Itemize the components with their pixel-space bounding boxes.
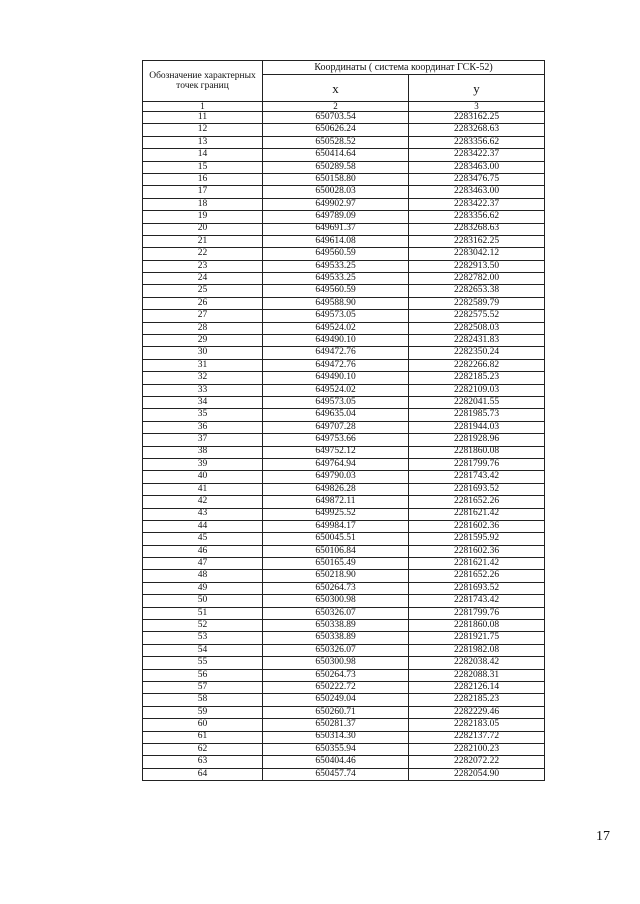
point-id-cell: 11 — [143, 112, 263, 124]
table-row — [143, 434, 545, 446]
point-id-cell: 39 — [143, 458, 263, 470]
table-row — [143, 756, 545, 768]
point-id-cell: 28 — [143, 322, 263, 334]
coordinates-table-body — [143, 112, 545, 781]
point-id-cell: 41 — [143, 483, 263, 495]
y-coordinate-cell: 2283042.12 — [409, 248, 545, 260]
point-id-cell: 21 — [143, 235, 263, 247]
x-coordinate-cell: 650414.64 — [263, 149, 409, 161]
point-id-cell: 35 — [143, 409, 263, 421]
page-number: 17 — [596, 829, 610, 844]
table-row — [143, 471, 545, 483]
point-id-cell: 36 — [143, 421, 263, 433]
x-coordinate-cell: 649635.04 — [263, 409, 409, 421]
table-row — [143, 607, 545, 619]
point-id-cell: 63 — [143, 756, 263, 768]
y-coordinate-cell: 2281799.76 — [409, 607, 545, 619]
table-row — [143, 149, 545, 161]
x-coordinate-cell: 650338.89 — [263, 620, 409, 632]
y-coordinate-cell: 2281799.76 — [409, 458, 545, 470]
x-coordinate-cell: 650338.89 — [263, 632, 409, 644]
x-coordinate-cell: 649707.28 — [263, 421, 409, 433]
column-numbers-row — [143, 102, 545, 112]
y-coordinate-cell: 2283422.37 — [409, 149, 545, 161]
table-row — [143, 260, 545, 272]
table-row — [143, 198, 545, 210]
y-coordinate-cell: 2281921.75 — [409, 632, 545, 644]
point-id-cell: 47 — [143, 558, 263, 570]
x-coordinate-cell: 650326.07 — [263, 644, 409, 656]
x-coordinate-cell: 650158.80 — [263, 173, 409, 185]
point-designation-header: Обозначение характерных точек границ — [143, 61, 263, 102]
point-id-cell: 29 — [143, 335, 263, 347]
table-row — [143, 644, 545, 656]
y-coordinate-cell: 2281743.42 — [409, 471, 545, 483]
table-row — [143, 768, 545, 780]
y-coordinate-cell: 2282575.52 — [409, 310, 545, 322]
x-column-header: x — [263, 75, 409, 102]
x-coordinate-cell: 650222.72 — [263, 681, 409, 693]
table-row — [143, 719, 545, 731]
table-row — [143, 458, 545, 470]
x-coordinate-cell: 650314.30 — [263, 731, 409, 743]
table-row — [143, 743, 545, 755]
table-row — [143, 669, 545, 681]
point-id-cell: 13 — [143, 136, 263, 148]
point-id-cell: 51 — [143, 607, 263, 619]
table-row — [143, 620, 545, 632]
column-number: 2 — [263, 102, 409, 112]
point-id-cell: 64 — [143, 768, 263, 780]
x-coordinate-cell: 649573.05 — [263, 396, 409, 408]
x-coordinate-cell: 649925.52 — [263, 508, 409, 520]
x-coordinate-cell: 649560.59 — [263, 248, 409, 260]
x-coordinate-cell: 649490.10 — [263, 372, 409, 384]
x-coordinate-cell: 650264.73 — [263, 582, 409, 594]
point-id-cell: 62 — [143, 743, 263, 755]
y-coordinate-cell: 2282431.83 — [409, 335, 545, 347]
x-coordinate-cell: 649902.97 — [263, 198, 409, 210]
x-coordinate-cell: 650218.90 — [263, 570, 409, 582]
y-coordinate-cell: 2281743.42 — [409, 595, 545, 607]
y-coordinate-cell: 2281621.42 — [409, 508, 545, 520]
x-coordinate-cell: 650626.24 — [263, 124, 409, 136]
table-row — [143, 273, 545, 285]
point-id-cell: 61 — [143, 731, 263, 743]
y-coordinate-cell: 2282653.38 — [409, 285, 545, 297]
point-id-cell: 33 — [143, 384, 263, 396]
y-coordinate-cell: 2281602.36 — [409, 520, 545, 532]
y-coordinate-cell: 2281693.52 — [409, 582, 545, 594]
table-row — [143, 322, 545, 334]
y-coordinate-cell: 2282183.05 — [409, 719, 545, 731]
x-coordinate-cell: 649790.03 — [263, 471, 409, 483]
table-row — [143, 657, 545, 669]
table-row — [143, 112, 545, 124]
x-coordinate-cell: 649753.66 — [263, 434, 409, 446]
y-coordinate-cell: 2281693.52 — [409, 483, 545, 495]
point-id-cell: 55 — [143, 657, 263, 669]
y-coordinate-cell: 2282054.90 — [409, 768, 545, 780]
table-row — [143, 496, 545, 508]
table-row — [143, 310, 545, 322]
point-id-cell: 46 — [143, 545, 263, 557]
point-id-cell: 32 — [143, 372, 263, 384]
y-coordinate-cell: 2281928.96 — [409, 434, 545, 446]
point-id-cell: 19 — [143, 211, 263, 223]
y-coordinate-cell: 2282100.23 — [409, 743, 545, 755]
x-coordinate-cell: 649533.25 — [263, 260, 409, 272]
table-row — [143, 347, 545, 359]
point-id-cell: 22 — [143, 248, 263, 260]
table-row — [143, 335, 545, 347]
x-coordinate-cell: 650457.74 — [263, 768, 409, 780]
table-row — [143, 161, 545, 173]
y-coordinate-cell: 2283476.75 — [409, 173, 545, 185]
table-row — [143, 681, 545, 693]
point-id-cell: 58 — [143, 694, 263, 706]
table-row — [143, 285, 545, 297]
y-coordinate-cell: 2282126.14 — [409, 681, 545, 693]
y-coordinate-cell: 2281621.42 — [409, 558, 545, 570]
x-coordinate-cell: 650106.84 — [263, 545, 409, 557]
point-id-cell: 54 — [143, 644, 263, 656]
y-coordinate-cell: 2282508.03 — [409, 322, 545, 334]
point-id-cell: 40 — [143, 471, 263, 483]
y-coordinate-cell: 2282038.42 — [409, 657, 545, 669]
y-coordinate-cell: 2282185.23 — [409, 694, 545, 706]
table-row — [143, 186, 545, 198]
point-id-cell: 56 — [143, 669, 263, 681]
x-coordinate-cell: 649560.59 — [263, 285, 409, 297]
point-id-cell: 38 — [143, 446, 263, 458]
point-id-cell: 59 — [143, 706, 263, 718]
x-coordinate-cell: 650045.51 — [263, 533, 409, 545]
y-coordinate-cell: 2283422.37 — [409, 198, 545, 210]
x-coordinate-cell: 649524.02 — [263, 384, 409, 396]
point-id-cell: 37 — [143, 434, 263, 446]
y-coordinate-cell: 2282266.82 — [409, 359, 545, 371]
y-coordinate-cell: 2282589.79 — [409, 297, 545, 309]
x-coordinate-cell: 649490.10 — [263, 335, 409, 347]
table-row — [143, 235, 545, 247]
y-column-header: y — [409, 75, 545, 102]
y-coordinate-cell: 2283268.63 — [409, 124, 545, 136]
point-id-cell: 42 — [143, 496, 263, 508]
table-row — [143, 248, 545, 260]
point-id-cell: 12 — [143, 124, 263, 136]
y-coordinate-cell: 2283268.63 — [409, 223, 545, 235]
coordinates-table — [142, 60, 545, 781]
point-id-cell: 18 — [143, 198, 263, 210]
table-row — [143, 545, 545, 557]
y-coordinate-cell: 2281595.92 — [409, 533, 545, 545]
table-row — [143, 124, 545, 136]
x-coordinate-cell: 649588.90 — [263, 297, 409, 309]
y-coordinate-cell: 2281652.26 — [409, 570, 545, 582]
x-coordinate-cell: 649691.37 — [263, 223, 409, 235]
x-coordinate-cell: 649764.94 — [263, 458, 409, 470]
y-coordinate-cell: 2281860.08 — [409, 620, 545, 632]
x-coordinate-cell: 650165.49 — [263, 558, 409, 570]
point-id-cell: 16 — [143, 173, 263, 185]
table-row — [143, 421, 545, 433]
point-id-cell: 20 — [143, 223, 263, 235]
point-id-cell: 60 — [143, 719, 263, 731]
x-coordinate-cell: 649789.09 — [263, 211, 409, 223]
x-coordinate-cell: 649533.25 — [263, 273, 409, 285]
x-coordinate-cell: 649826.28 — [263, 483, 409, 495]
y-coordinate-cell: 2281985.73 — [409, 409, 545, 421]
point-id-cell: 43 — [143, 508, 263, 520]
table-row — [143, 582, 545, 594]
point-id-cell: 34 — [143, 396, 263, 408]
y-coordinate-cell: 2283463.00 — [409, 186, 545, 198]
y-coordinate-cell: 2282072.22 — [409, 756, 545, 768]
y-coordinate-cell: 2282229.46 — [409, 706, 545, 718]
y-coordinate-cell: 2281652.26 — [409, 496, 545, 508]
x-coordinate-cell: 650264.73 — [263, 669, 409, 681]
y-coordinate-cell: 2282185.23 — [409, 372, 545, 384]
table-row — [143, 632, 545, 644]
point-id-cell: 45 — [143, 533, 263, 545]
y-coordinate-cell: 2282350.24 — [409, 347, 545, 359]
table-row — [143, 211, 545, 223]
y-coordinate-cell: 2282088.31 — [409, 669, 545, 681]
x-coordinate-cell: 650404.46 — [263, 756, 409, 768]
table-row — [143, 731, 545, 743]
x-coordinate-cell: 650028.03 — [263, 186, 409, 198]
y-coordinate-cell: 2282913.50 — [409, 260, 545, 272]
y-coordinate-cell: 2281860.08 — [409, 446, 545, 458]
x-coordinate-cell: 649472.76 — [263, 359, 409, 371]
point-id-cell: 15 — [143, 161, 263, 173]
y-coordinate-cell: 2281944.03 — [409, 421, 545, 433]
table-row — [143, 372, 545, 384]
point-id-cell: 48 — [143, 570, 263, 582]
y-coordinate-cell: 2283356.62 — [409, 136, 545, 148]
table-row — [143, 706, 545, 718]
point-id-cell: 50 — [143, 595, 263, 607]
y-coordinate-cell: 2283356.62 — [409, 211, 545, 223]
table-row — [143, 694, 545, 706]
x-coordinate-cell: 650260.71 — [263, 706, 409, 718]
x-coordinate-cell: 650355.94 — [263, 743, 409, 755]
point-id-cell: 17 — [143, 186, 263, 198]
point-id-cell: 57 — [143, 681, 263, 693]
point-id-cell: 30 — [143, 347, 263, 359]
table-row — [143, 483, 545, 495]
x-coordinate-cell: 650300.98 — [263, 657, 409, 669]
table-row — [143, 384, 545, 396]
point-id-cell: 27 — [143, 310, 263, 322]
column-number: 1 — [143, 102, 263, 112]
x-coordinate-cell: 650528.52 — [263, 136, 409, 148]
table-row — [143, 533, 545, 545]
y-coordinate-cell: 2283162.25 — [409, 235, 545, 247]
point-id-cell: 31 — [143, 359, 263, 371]
y-coordinate-cell: 2282782.00 — [409, 273, 545, 285]
point-id-cell: 52 — [143, 620, 263, 632]
x-coordinate-cell: 649984.17 — [263, 520, 409, 532]
table-row — [143, 359, 545, 371]
table-row — [143, 297, 545, 309]
table-row — [143, 396, 545, 408]
table-row — [143, 595, 545, 607]
table-row — [143, 223, 545, 235]
x-coordinate-cell: 650300.98 — [263, 595, 409, 607]
point-id-cell: 24 — [143, 273, 263, 285]
column-number: 3 — [409, 102, 545, 112]
y-coordinate-cell: 2283463.00 — [409, 161, 545, 173]
x-coordinate-cell: 649872.11 — [263, 496, 409, 508]
x-coordinate-cell: 649614.08 — [263, 235, 409, 247]
table-row — [143, 409, 545, 421]
x-coordinate-cell: 650249.04 — [263, 694, 409, 706]
x-coordinate-cell: 649752.12 — [263, 446, 409, 458]
point-id-cell: 49 — [143, 582, 263, 594]
y-coordinate-cell: 2282137.72 — [409, 731, 545, 743]
point-id-cell: 23 — [143, 260, 263, 272]
table-row — [143, 446, 545, 458]
point-id-cell: 25 — [143, 285, 263, 297]
y-coordinate-cell: 2281982.08 — [409, 644, 545, 656]
y-coordinate-cell: 2283162.25 — [409, 112, 545, 124]
x-coordinate-cell: 650326.07 — [263, 607, 409, 619]
y-coordinate-cell: 2282041.55 — [409, 396, 545, 408]
x-coordinate-cell: 650703.54 — [263, 112, 409, 124]
x-coordinate-cell: 650289.58 — [263, 161, 409, 173]
table-row — [143, 570, 545, 582]
point-id-cell: 26 — [143, 297, 263, 309]
x-coordinate-cell: 649472.76 — [263, 347, 409, 359]
x-coordinate-cell: 650281.37 — [263, 719, 409, 731]
point-id-cell: 53 — [143, 632, 263, 644]
table-row — [143, 136, 545, 148]
table-row — [143, 173, 545, 185]
table-row — [143, 508, 545, 520]
table-row — [143, 520, 545, 532]
y-coordinate-cell: 2281602.36 — [409, 545, 545, 557]
point-id-cell: 14 — [143, 149, 263, 161]
x-coordinate-cell: 649573.05 — [263, 310, 409, 322]
coordinates-group-header: Координаты ( система координат ГСК-52) — [263, 61, 545, 75]
table-row — [143, 558, 545, 570]
point-id-cell: 44 — [143, 520, 263, 532]
y-coordinate-cell: 2282109.03 — [409, 384, 545, 396]
x-coordinate-cell: 649524.02 — [263, 322, 409, 334]
